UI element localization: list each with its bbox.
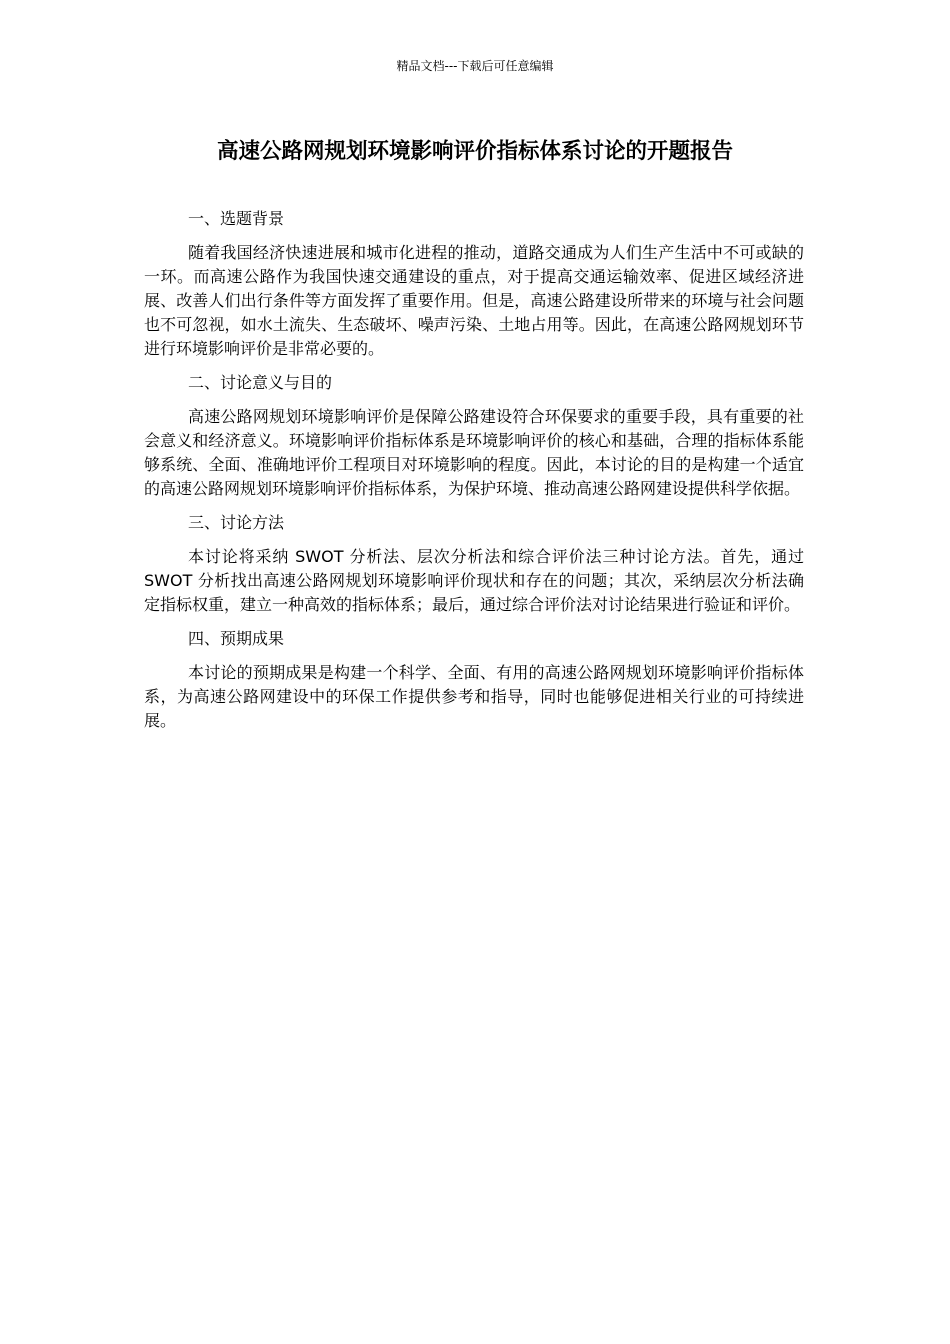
paragraph-expected-results: 本讨论的预期成果是构建一个科学、全面、有用的高速公路网规划环境影响评价指标体系，为高速公路网建设中的环保工作提供参考和指导，同时也能够促进相关行业的可持续进展。 xyxy=(144,663,804,730)
running-header: 精品文档---下载后可任意编辑 xyxy=(396,59,554,73)
section-heading-methods: 三、讨论方法 xyxy=(188,513,285,532)
document-body xyxy=(144,207,804,743)
paragraph-methods: 本讨论将采纳 SWOT 分析法、层次分析法和综合评价法三种讨论方法。首先，通过 SWOT 分析找出高速公路网规划环境影响评价现状和存在的问题；其次，采纳层次分析法确定指标权重，建立一种高效的指标体系；最后，通过综合评价法对讨论结果进行验证和评价。 xyxy=(144,547,804,614)
section-heading-expected-results: 四、预期成果 xyxy=(188,629,285,648)
paragraph-significance: 高速公路网规划环境影响评价是保障公路建设符合环保要求的重要手段，具有重要的社会意义和经济意义。环境影响评价指标体系是环境影响评价的核心和基础，合理的指标体系能够系统、全面、准确地评价工程项目对环境影响的程度。因此，本讨论的目的是构建一个适宜的高速公路网规划环境影响评价指标体系，为保护环境、推动高速公路网建设提供科学依据。 xyxy=(144,407,804,498)
section-heading-background: 一、选题背景 xyxy=(188,209,285,228)
document-title: 高速公路网规划环境影响评价指标体系讨论的开题报告 xyxy=(216,139,733,164)
section-heading-significance: 二、讨论意义与目的 xyxy=(188,373,333,392)
paragraph-background: 随着我国经济快速进展和城市化进程的推动，道路交通成为人们生产生活中不可或缺的一环。而高速公路作为我国快速交通建设的重点，对于提高交通运输效率、促进区域经济进展、改善人们出行条件等方面发挥了重要作用。但是，高速公路建设所带来的环境与社会问题也不可忽视，如水土流失、生态破坏、噪声污染、土地占用等。因此，在高速公路网规划环节进行环境影响评价是非常必要的。 xyxy=(144,243,804,358)
